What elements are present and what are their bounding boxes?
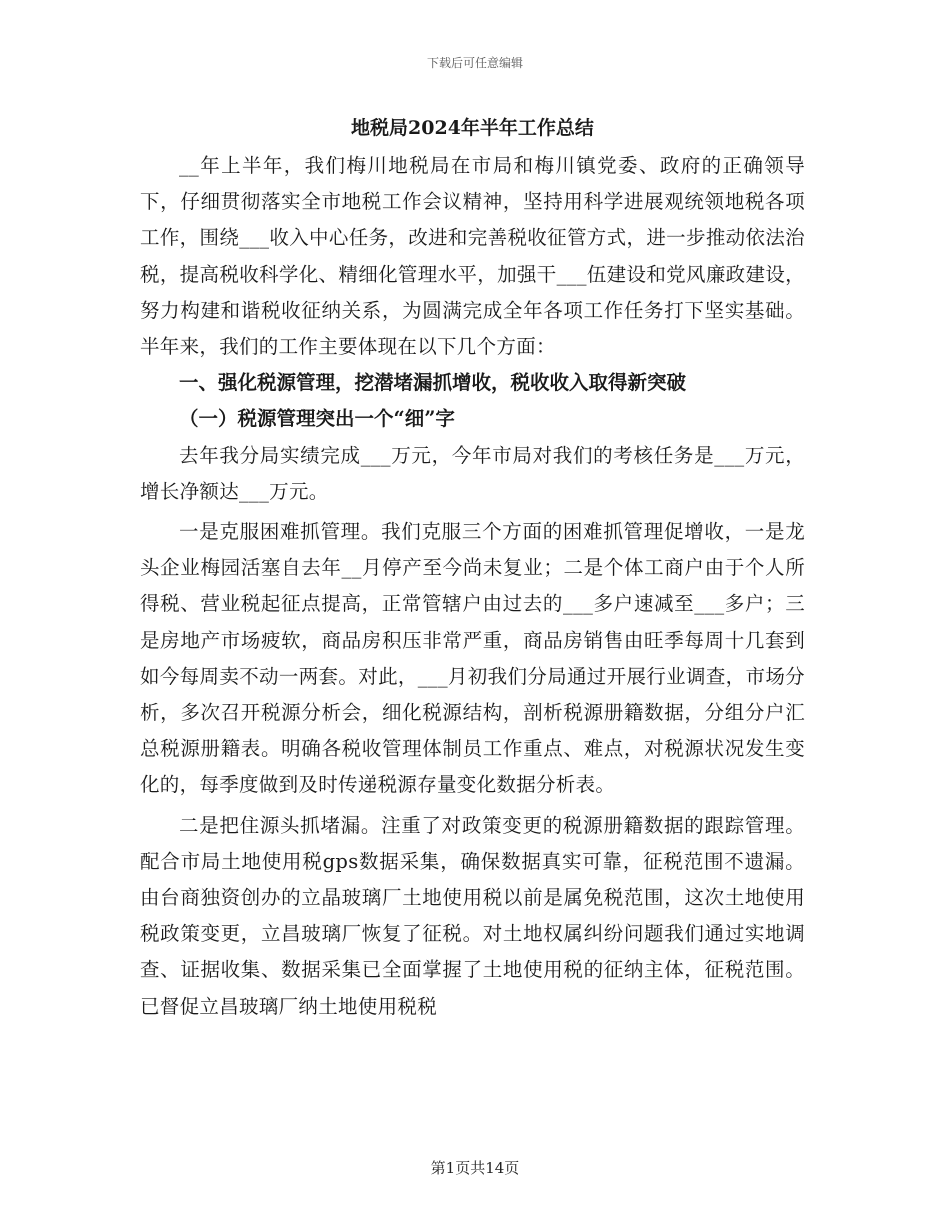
- management-paragraph: 一是克服困难抓管理。我们克服三个方面的困难抓管理促增收，一是龙头企业梅园活塞自去年__月停产至今尚未复业；二是个体工商户由于个人所得税、营业税起征点提高，正常管辖户由过去的___多户速减至___多户；三是房地产市场疲软，商品房积压非常严重，商品房销售由旺季每周十几套到如今每周卖不动一两套。对此，___月初我们分局通过开展行业调查，市场分析，多次召开税源分析会，细化税源结构，剖析税源册籍数据，分组分户汇总税源册籍表。明确各税收管理体制员工作重点、难点，对税源状况发生变化的，每季度做到及时传递税源存量变化数据分析表。: [140, 520, 805, 797]
- intro-paragraph: __年上半年，我们梅川地税局在市局和梅川镇党委、政府的正确领导下，仔细贯彻落实全市地税工作会议精神，坚持用科学进展观统领地税各项工作，围绕___收入中心任务，改进和完善税收征管方式，进一步推动依法治税，提高税收科学化、精细化管理水平，加强干___伍建设和党风廉政建设，努力构建和谐税收征纳关系，为圆满完成全年各项工作任务打下坚实基础。半年来，我们的工作主要体现在以下几个方面：: [140, 154, 805, 359]
- document-title: 地税局2024年半年工作总结: [351, 117, 594, 139]
- subsection-heading: （一）税源管理突出一个“细”字: [179, 407, 455, 431]
- source-control-paragraph: 二是把住源头抓堵漏。注重了对政策变更的税源册籍数据的跟踪管理。配合市局土地使用税gps数据采集，确保数据真实可靠，征税范围不遗漏。由台商独资创办的立晶玻璃厂土地使用税以前是属免税范围，这次土地使用税政策变更，立昌玻璃厂恢复了征税。对土地权属纠纷问题我们通过实地调查、证据收集、数据采集已全面掌握了土地使用税的征纳主体，征税范围。已督促立昌玻璃厂纳土地使用税税: [140, 813, 805, 1018]
- page-number: 第1页共14页: [430, 1159, 520, 1177]
- document-body: [140, 114, 805, 1025]
- header-note: 下载后可任意编辑: [426, 56, 523, 70]
- section-heading: 一、强化税源管理，挖潜堵漏抓增收，税收收入取得新突破: [179, 371, 687, 395]
- task-paragraph: 去年我分局实绩完成___万元，今年市局对我们的考核任务是___万元，增长净额达___万元。: [140, 443, 805, 503]
